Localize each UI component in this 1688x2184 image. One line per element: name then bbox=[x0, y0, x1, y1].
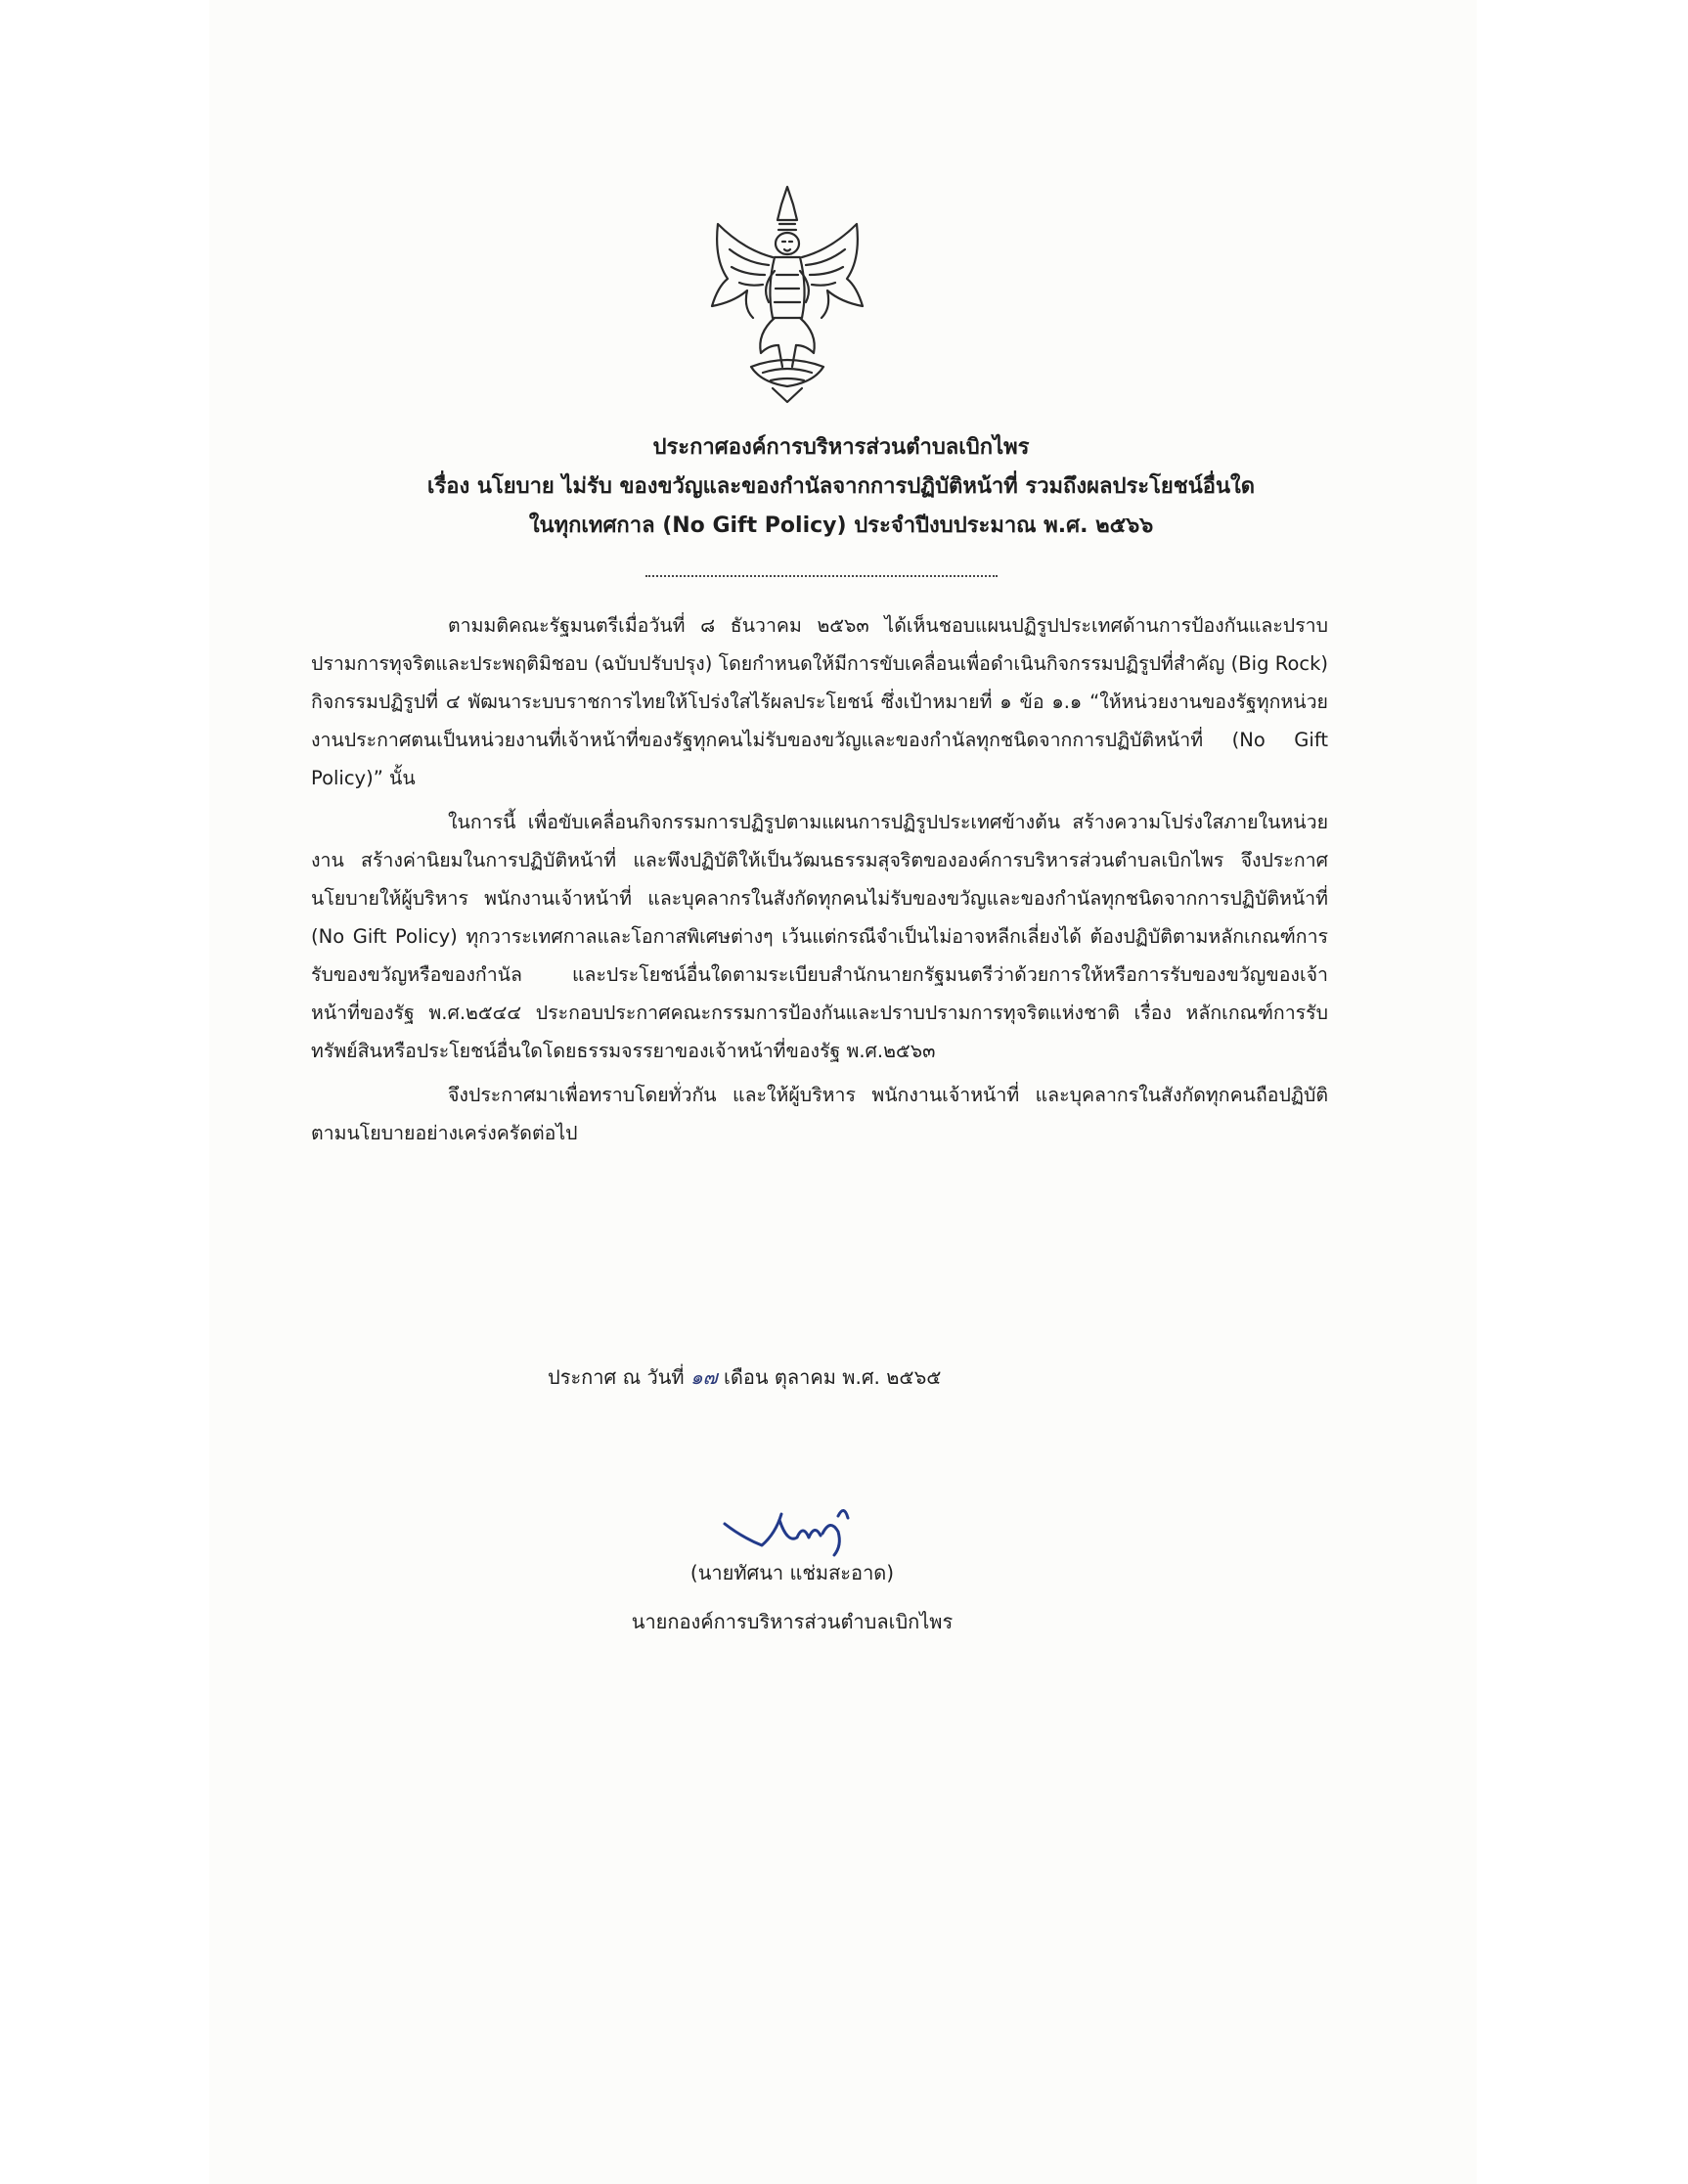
signer-title: นายกองค์การบริหารส่วนตำบลเบิกไพร bbox=[631, 1610, 954, 1633]
paragraph-2: ในการนี้ เพื่อขับเคลื่อนกิจกรรมการปฏิรูปตามแผนการปฏิรูปประเทศข้างต้น สร้างความโปร่งใสภายในหน่วยงาน สร้างค่านิยมในการปฏิบัติหน้าที่ และพึงปฏิบัติให้เป็นวัฒนธรรมสุจริตขององค์การบริหารส่วนตำบลเบิกไพร จึงประกาศนโยบายให้ผู้บริหาร พนักงานเจ้าหน้าที่ และบุคลากรในสังกัดทุกคนไม่รับของขวัญและของกำนัลทุกชนิดจากการปฏิบัติหน้าที่ (No Gift Policy) ทุกวาระเทศกาลและโอกาสพิเศษต่างๆ เว้นแต่กรณีจำเป็นไม่อาจหลีกเลี่ยงได้ ต้องปฏิบัติตามหลักเกณฑ์การรับของขวัญหรือของกำนัล และประโยชน์อื่นใดตามระเบียบสำนักนายกรัฐมนตรีว่าด้วยการให้หรือการรับของขวัญของเจ้าหน้าที่ของรัฐ พ.ศ.๒๕๔๔ ประกอบประกาศคณะกรรมการป้องกันและปราบปรามการทุจริตแห่งชาติ เรื่อง หลักเกณฑ์การรับทรัพย์สินหรือประโยชน์อื่นใดโดยธรรมจรรยาของเจ้าหน้าที่ของรัฐ พ.ศ.๒๕๖๓ bbox=[311, 811, 1328, 1062]
date-prefix: ประกาศ ณ วันที่ bbox=[548, 1365, 685, 1389]
signer-name: (นายทัศนา แช่มสะอาด) bbox=[689, 1561, 895, 1584]
announcement-date bbox=[548, 1361, 1095, 1393]
heading-subject-continued: ในทุกเทศกาล (No Gift Policy) ประจำปีงบประมาณ พ.ศ. ๒๕๖๖ bbox=[528, 513, 1154, 538]
handwritten-signature-icon bbox=[719, 1494, 885, 1563]
paragraph-3: จึงประกาศมาเพื่อทราบโดยทั่วกัน และให้ผู้บริหาร พนักงานเจ้าหน้าที่ และบุคลากรในสังกัดทุกคนถือปฏิบัติตามนโยบายอย่างเคร่งครัดต่อไป bbox=[311, 1084, 1328, 1144]
date-day-handwritten: ๑๗ bbox=[689, 1365, 718, 1389]
announcement-body bbox=[311, 606, 1328, 1158]
paragraph-1: ตามมติคณะรัฐมนตรีเมื่อวันที่ ๘ ธันวาคม ๒๕๖๓ ได้เห็นชอบแผนปฏิรูปประเทศด้านการป้องกันและปราบปรามการทุจริตและประพฤติมิชอบ (ฉบับปรับปรุง) โดยกำหนดให้มีการขับเคลื่อนเพื่อดำเนินกิจกรรมปฏิรูปที่สำคัญ (Big Rock) กิจกรรมปฏิรูปที่ ๔ พัฒนาระบบราชการไทยให้โปร่งใสไร้ผลประโยชน์ ซึ่งเป้าหมายที่ ๑ ข้อ ๑.๑ “ให้หน่วยงานของรัฐทุกหน่วยงานประกาศตนเป็นหน่วยงานที่เจ้าหน้าที่ของรัฐทุกคนไม่รับของขวัญและของกำนัลทุกชนิดจากการปฏิบัติหน้าที่ (No Gift Policy)” นั้น bbox=[311, 614, 1328, 789]
garuda-emblem-icon bbox=[704, 181, 870, 406]
heading-subject: เรื่อง นโยบาย ไม่รับ ของขวัญและของกำนัลจากการปฏิบัติหน้าที่ รวมถึงผลประโยชน์อื่นใด bbox=[426, 474, 1256, 499]
date-suffix: เดือน ตุลาคม พ.ศ. ๒๕๖๕ bbox=[724, 1365, 942, 1389]
dotted-divider bbox=[645, 575, 998, 577]
heading-title: ประกาศองค์การบริหารส่วนตำบลเบิกไพร bbox=[652, 435, 1030, 460]
announcement-heading bbox=[293, 428, 1389, 546]
